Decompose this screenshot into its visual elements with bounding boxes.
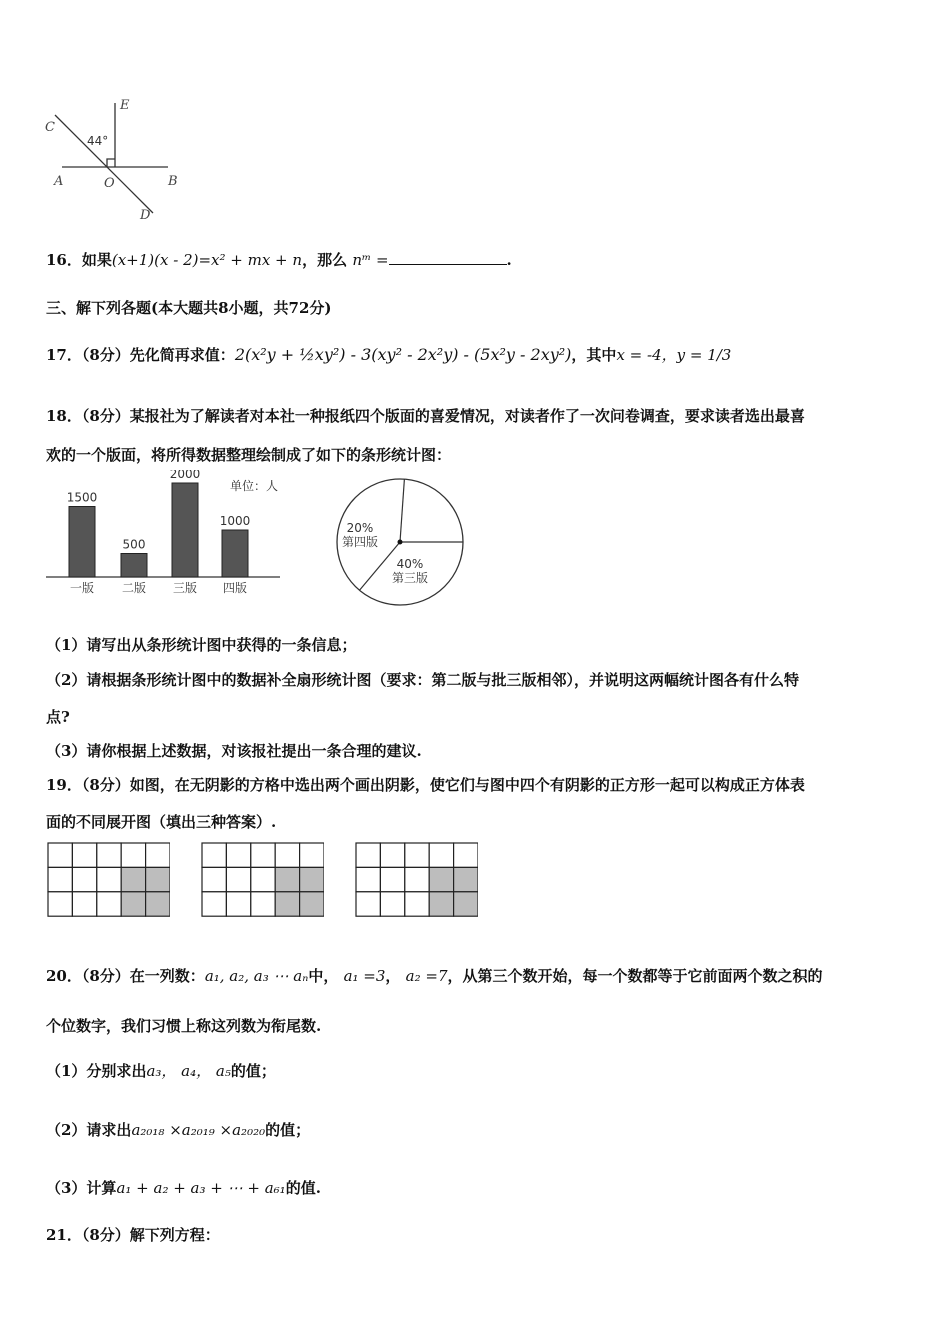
bar-四版 xyxy=(222,530,248,577)
q20-p2-end: 的值； xyxy=(265,1121,311,1139)
angle-label: 44° xyxy=(87,134,109,148)
grid-cell[interactable] xyxy=(121,843,145,867)
grid-cell[interactable] xyxy=(454,843,478,867)
bar-value-label: 1000 xyxy=(219,514,251,528)
grid-cell-shaded[interactable] xyxy=(275,867,299,891)
question-17 xyxy=(46,344,731,365)
grid-cell-shaded[interactable] xyxy=(300,892,324,916)
q16-number: 16．如果 xyxy=(46,251,112,269)
q20-p1-text: （1）分别求出 xyxy=(46,1062,147,1080)
grid-cell[interactable] xyxy=(48,843,72,867)
q18-part1: （1）请写出从条形统计图中获得的一条信息； xyxy=(46,636,357,654)
section-title: 三、解下列各题(本大题共8小题，共72分) xyxy=(46,299,332,317)
angle-figure xyxy=(40,95,180,230)
q20-a2: a₂ =7 xyxy=(405,967,448,985)
q20-mid: 中， xyxy=(308,967,339,985)
grid-cell[interactable] xyxy=(97,892,121,916)
bar-value-label: 2000 xyxy=(169,470,201,481)
pie-slice-label: 第三版 xyxy=(391,571,429,585)
grid-cell[interactable] xyxy=(356,892,380,916)
q20-part2 xyxy=(46,1119,310,1140)
grid-cell[interactable] xyxy=(226,892,250,916)
grid-cell-shaded[interactable] xyxy=(275,892,299,916)
q20-p2-text: （2）请求出 xyxy=(46,1121,132,1139)
pie-percent-label: 40% xyxy=(396,557,424,571)
grid-cell[interactable] xyxy=(202,843,226,867)
pie-chart xyxy=(330,470,470,610)
right-angle-mark xyxy=(107,159,115,167)
grid-figure-2[interactable] xyxy=(201,842,324,917)
grid-cell[interactable] xyxy=(226,867,250,891)
grid-cell-shaded[interactable] xyxy=(121,892,145,916)
grid-cell[interactable] xyxy=(48,867,72,891)
grid-cell[interactable] xyxy=(97,843,121,867)
q18-part2b: 点? xyxy=(46,708,70,726)
grid-cell[interactable] xyxy=(251,892,275,916)
grid-cell[interactable] xyxy=(275,843,299,867)
grid-cell-shaded[interactable] xyxy=(146,892,170,916)
pie-center xyxy=(398,540,403,545)
q16-expression: (x+1)(x - 2)=x² + mx + n xyxy=(111,251,303,269)
grid-cell-shaded[interactable] xyxy=(121,867,145,891)
grid-cell[interactable] xyxy=(251,843,275,867)
grid-cell[interactable] xyxy=(356,867,380,891)
q16-text: ，那么 xyxy=(302,251,348,269)
q20-p1-end: 的值； xyxy=(230,1062,276,1080)
label-c: C xyxy=(45,120,55,135)
grid-cell[interactable] xyxy=(72,843,96,867)
q20-p2-math: a₂₀₁₈ ×a₂₀₁₉ ×a₂₀₂₀ xyxy=(131,1121,266,1139)
q18-line2: 欢的一个版面，将所得数据整理绘制成了如下的条形统计图： xyxy=(46,446,452,464)
question-16 xyxy=(46,249,512,270)
grid-cell[interactable] xyxy=(380,843,404,867)
grid-cell-shaded[interactable] xyxy=(146,867,170,891)
q20-p3-math: a₁ + a₂ + a₃ + ⋯ + a₆₁ xyxy=(116,1179,286,1197)
label-e: E xyxy=(120,98,130,113)
grid-cell-shaded[interactable] xyxy=(429,892,453,916)
grid-cell[interactable] xyxy=(356,843,380,867)
bar-二版 xyxy=(121,554,147,578)
q20-text: 20．（8分）在一列数： xyxy=(46,967,205,985)
q20-sequence: a₁, a₂, a₃ ⋯ aₙ xyxy=(204,967,309,985)
grid-cell[interactable] xyxy=(380,867,404,891)
q20-part1 xyxy=(46,1060,276,1081)
q16-end: . xyxy=(506,251,512,269)
q19-line1: 19．（8分）如图，在无阴影的方格中选出两个画出阴影，使它们与图中四个有阴影的正方形一起可以构成正方体表 xyxy=(46,776,805,794)
grid-cell[interactable] xyxy=(300,843,324,867)
bar-value-label: 500 xyxy=(122,537,146,552)
label-b: B xyxy=(168,174,178,189)
grid-cell-shaded[interactable] xyxy=(454,867,478,891)
question-21: 21．（8分）解下列方程： xyxy=(46,1226,220,1244)
question-20 xyxy=(46,965,823,986)
q16-expression2: nᵐ = xyxy=(352,251,389,269)
grid-cell[interactable] xyxy=(405,843,429,867)
pie-percent-label: 20% xyxy=(346,521,374,535)
bar-一版 xyxy=(69,507,95,578)
q17-text: 17．（8分）先化简再求值： xyxy=(46,346,235,364)
q17-expression: 2(x²y + ½xy²) - 3(xy² - 2x²y) - (5x²y - 2xy²) xyxy=(234,345,572,364)
grid-cell[interactable] xyxy=(72,867,96,891)
pie-slice-label: 第四版 xyxy=(341,535,379,549)
q20-comma: ， xyxy=(385,967,401,985)
grid-cell[interactable] xyxy=(72,892,96,916)
label-a: A xyxy=(54,174,64,189)
q19-line2: 面的不同展开图（填出三种答案）. xyxy=(46,813,277,831)
bar-三版 xyxy=(172,483,198,577)
grid-cell[interactable] xyxy=(202,867,226,891)
grid-cell[interactable] xyxy=(226,843,250,867)
grid-cell-shaded[interactable] xyxy=(454,892,478,916)
grid-cell[interactable] xyxy=(380,892,404,916)
bar-chart xyxy=(44,470,284,598)
bar-category-label: 二版 xyxy=(121,581,147,595)
grid-cell-shaded[interactable] xyxy=(429,867,453,891)
bar-category-label: 一版 xyxy=(69,581,95,595)
q20-a1: a₁ =3 xyxy=(343,967,386,985)
answer-blank[interactable] xyxy=(389,250,507,265)
grid-cell[interactable] xyxy=(48,892,72,916)
q17-mid: ，其中 xyxy=(571,346,617,364)
q20-p3-text: （3）计算 xyxy=(46,1179,117,1197)
line-cd xyxy=(55,115,153,213)
grid-figure-3[interactable] xyxy=(355,842,478,917)
q20-p1-math: a₃， a₄， a₅ xyxy=(146,1062,231,1080)
grid-cell[interactable] xyxy=(429,843,453,867)
grid-cell[interactable] xyxy=(251,867,275,891)
unit-label: 单位：人 xyxy=(230,479,279,493)
grid-cell[interactable] xyxy=(405,867,429,891)
bar-category-label: 三版 xyxy=(172,581,198,595)
q20-p3-end: 的值. xyxy=(285,1179,321,1197)
bar-value-label: 1500 xyxy=(66,490,98,505)
label-d: D xyxy=(140,208,151,223)
grid-cell[interactable] xyxy=(146,843,170,867)
grid-cell[interactable] xyxy=(97,867,121,891)
bar-category-label: 四版 xyxy=(222,581,248,595)
q17-condition: x = -4，y = 1/3 xyxy=(616,346,732,364)
q18-line1: 18．（8分）某报社为了解读者对本社一种报纸四个版面的喜爱情况，对读者作了一次问卷调查，要求读者选出最喜 xyxy=(46,407,805,425)
label-o: O xyxy=(104,176,115,191)
q20-part3 xyxy=(46,1177,321,1198)
q18-part3: （3）请你根据上述数据，对该报社提出一条合理的建议. xyxy=(46,742,422,760)
q18-part2a: （2）请根据条形统计图中的数据补全扇形统计图（要求：第二版与批三版相邻），并说明这两幅统计图各有什么特 xyxy=(46,671,799,689)
q20-rest: ，从第三个数开始，每一个数都等于它前面两个数之积的 xyxy=(447,967,823,985)
q20-line2: 个位数字，我们习惯上称这列数为衔尾数. xyxy=(46,1017,322,1035)
grid-cell[interactable] xyxy=(405,892,429,916)
grid-figure-1[interactable] xyxy=(47,842,170,917)
grid-cell-shaded[interactable] xyxy=(300,867,324,891)
grid-cell[interactable] xyxy=(202,892,226,916)
